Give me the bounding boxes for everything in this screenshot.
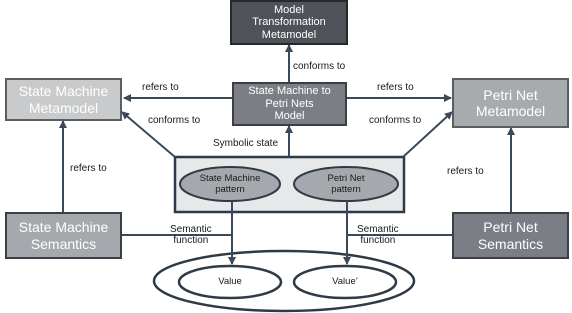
- state-machine-pattern-line1: State Machine: [199, 172, 261, 184]
- sm-to-pn-model-line1: State Machine to: [248, 85, 331, 98]
- value-label: [185, 274, 275, 290]
- state-machine-semantics-line1: State Machine: [18, 219, 109, 236]
- value-text: Value: [218, 276, 242, 288]
- model-transformation-metamodel-node: [230, 0, 348, 45]
- semantic-function-right-line2: function: [360, 235, 396, 246]
- state-machine-metamodel-line1: State Machine: [18, 83, 109, 100]
- semantic-function-left-label: [170, 224, 212, 246]
- petri-net-metamodel-line2: Metamodel: [475, 103, 546, 119]
- model-transformation-metamodel-line3: Metamodel: [261, 28, 317, 41]
- state-machine-pattern-label: [182, 170, 278, 198]
- state-machine-semantics-line2: Semantics: [30, 235, 97, 252]
- semantic-function-right-line1: Semantic: [357, 224, 399, 235]
- value-prime-label: [300, 274, 390, 290]
- refers-to-left-top-label: refers to: [142, 82, 179, 93]
- conforms-to-right-label: conforms to: [369, 115, 422, 126]
- petri-net-metamodel-line1: Petri Net: [483, 86, 538, 103]
- petri-net-semantics-node: [452, 212, 569, 259]
- state-machine-metamodel-node: [5, 78, 122, 121]
- petri-net-pattern-line2: pattern: [331, 184, 361, 195]
- model-transformation-metamodel-line1: Model: [274, 3, 304, 16]
- value-prime-text: Value’: [332, 276, 358, 288]
- sm-to-pn-model-line3: Model: [274, 110, 305, 123]
- petri-net-pattern-line1: Petri Net: [327, 172, 365, 184]
- petri-net-semantics-line2: Semantics: [477, 235, 544, 252]
- sm-to-pn-model-line2: Petri Nets: [265, 97, 314, 110]
- refers-to-right-label: refers to: [447, 166, 484, 177]
- symbolic-state-label: Symbolic state: [213, 138, 279, 149]
- refers-to-left-label: refers to: [70, 163, 107, 174]
- petri-net-pattern-label: [296, 170, 396, 198]
- petri-net-semantics-line1: Petri Net: [483, 219, 538, 236]
- conforms-to-top-label: conforms to: [293, 61, 346, 72]
- semantic-function-left-line2: function: [173, 235, 209, 246]
- state-machine-metamodel-line2: Metamodel: [28, 99, 99, 116]
- state-machine-pattern-line2: pattern: [215, 184, 245, 195]
- model-transformation-metamodel-line2: Transformation: [252, 16, 326, 29]
- state-machine-semantics-node: [5, 212, 122, 259]
- semantic-function-right-label: [357, 224, 399, 246]
- conforms-to-left-label: conforms to: [148, 115, 201, 126]
- sm-to-pn-model-node: [232, 82, 347, 126]
- petri-net-metamodel-node: [452, 78, 569, 128]
- semantic-function-left-line1: Semantic: [170, 224, 212, 235]
- refers-to-right-top-label: refers to: [377, 82, 414, 93]
